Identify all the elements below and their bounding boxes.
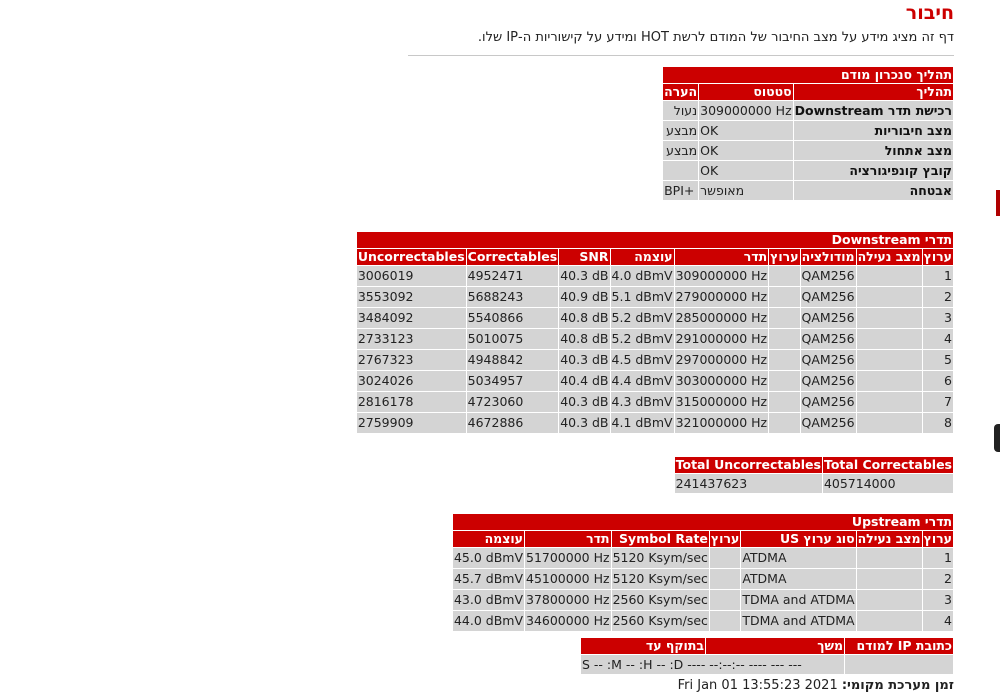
- downstream-cell: QAM256: [801, 413, 856, 433]
- upstream-header-row: [453, 531, 953, 547]
- downstream-cell: 40.8 dB: [559, 329, 609, 349]
- downstream-cell: QAM256: [801, 371, 856, 391]
- upstream-header: Symbol Rate: [612, 531, 709, 547]
- sync-status: OK: [699, 161, 793, 180]
- sync-label: אבטחה: [794, 181, 953, 200]
- upstream-header: סוג ערוץ US: [741, 531, 855, 547]
- table-row: [357, 350, 953, 370]
- upstream-cell: [710, 590, 740, 610]
- downstream-cell: 5.2 dBmV: [611, 308, 674, 328]
- downstream-header: מצב נעילה: [857, 249, 921, 264]
- downstream-cell: 4.5 dBmV: [611, 350, 674, 370]
- downstream-cell: 321000000 Hz: [675, 413, 769, 433]
- table-row: [357, 287, 953, 307]
- total-uncorrectables-value: 241437623: [675, 474, 822, 493]
- upstream-cell: [710, 611, 740, 631]
- divider: [408, 55, 954, 56]
- downstream-header: Uncorrectables: [357, 249, 465, 264]
- downstream-cell: [769, 329, 799, 349]
- downstream-cell: 40.3 dB: [559, 266, 609, 286]
- sync-status: OK: [699, 121, 793, 140]
- upstream-cell: 45.7 dBmV: [453, 569, 524, 589]
- downstream-cell: [769, 266, 799, 286]
- upstream-cell: 45.0 dBmV: [453, 548, 524, 568]
- downstream-header: ערוץ: [923, 249, 952, 264]
- ip-address-value: [845, 655, 953, 674]
- upstream-header: ערוץ: [710, 531, 740, 546]
- upstream-header: עוצמה: [453, 531, 524, 547]
- downstream-cell: [769, 392, 799, 412]
- table-row: [357, 371, 953, 391]
- sync-note: [663, 161, 698, 180]
- sync-header-process: תהליך: [794, 84, 953, 100]
- upstream-cell: 43.0 dBmV: [453, 590, 524, 610]
- downstream-header: SNR: [559, 249, 609, 265]
- downstream-cell: QAM256: [801, 266, 856, 286]
- downstream-cell: QAM256: [801, 308, 856, 328]
- sync-label: רכישת תדר Downstream: [794, 103, 952, 118]
- sync-note: BPI+: [663, 181, 698, 200]
- total-uncorrectables-header: Total Uncorrectables: [675, 457, 821, 472]
- downstream-cell: 297000000 Hz: [675, 350, 769, 370]
- downstream-cell: 309000000 Hz: [675, 266, 769, 286]
- sync-status: OK: [699, 141, 793, 160]
- downstream-cell: [769, 350, 799, 370]
- downstream-cell: 2816178: [357, 392, 466, 412]
- downstream-cell: 6: [923, 371, 953, 391]
- downstream-table: [356, 231, 954, 434]
- downstream-header: תדר: [675, 249, 769, 265]
- upstream-cell: [710, 548, 740, 568]
- downstream-cell: 40.3 dB: [559, 350, 609, 370]
- upstream-cell: [857, 548, 922, 568]
- total-correctables-value: 405714000: [823, 474, 953, 493]
- upstream-cell: 5120 Ksym/sec: [612, 548, 709, 568]
- sync-row: [663, 121, 953, 140]
- downstream-cell: [857, 308, 922, 328]
- downstream-cell: 4672886: [467, 413, 559, 433]
- upstream-cell: 51700000 Hz: [525, 548, 611, 568]
- downstream-cell: [857, 413, 922, 433]
- downstream-cell: 2733123: [357, 329, 466, 349]
- downstream-cell: QAM256: [801, 287, 856, 307]
- downstream-cell: 3006019: [357, 266, 466, 286]
- sync-label: קובץ קונפיגורציה: [794, 161, 953, 180]
- downstream-cell: 5540866: [467, 308, 559, 328]
- total-correctables-header: Total Correctables: [823, 457, 952, 472]
- table-row: [453, 548, 953, 568]
- downstream-header: מודולציה: [801, 249, 855, 264]
- upstream-cell: 4: [923, 611, 953, 631]
- sync-label: מצב אתחול: [794, 141, 953, 160]
- table-row: [453, 611, 953, 631]
- downstream-cell: 3553092: [357, 287, 466, 307]
- ip-duration-expires-value: [581, 655, 844, 674]
- downstream-cell: 5.2 dBmV: [611, 329, 674, 349]
- table-row: [357, 329, 953, 349]
- upstream-header: ערוץ: [923, 531, 952, 546]
- upstream-cell: 1: [923, 548, 953, 568]
- downstream-cell: 40.3 dB: [559, 413, 609, 433]
- upstream-header: תדר: [525, 531, 611, 547]
- downstream-cell: 303000000 Hz: [675, 371, 769, 391]
- page-description: דף זה מציג מידע על מצב החיבור של המודם לרשת HOT ומידע על קישוריות ה-IP שלו.: [477, 30, 954, 45]
- downstream-cell: [857, 371, 922, 391]
- upstream-cell: 3: [923, 590, 953, 610]
- upstream-cell: [857, 590, 922, 610]
- downstream-cell: 4.1 dBmV: [611, 413, 674, 433]
- downstream-cell: QAM256: [801, 392, 856, 412]
- sync-row: [663, 141, 953, 160]
- table-row: [453, 569, 953, 589]
- upstream-cell: TDMA and ATDMA: [741, 590, 855, 610]
- downstream-cell: 4723060: [467, 392, 559, 412]
- downstream-cell: [769, 371, 799, 391]
- sync-status: 309000000 Hz: [700, 103, 792, 118]
- downstream-cell: 291000000 Hz: [675, 329, 769, 349]
- edge-tab-marker: [996, 190, 1000, 216]
- sync-header-status: סטטוס: [699, 84, 793, 100]
- downstream-cell: 40.3 dB: [559, 392, 609, 412]
- sync-note: נעול: [663, 101, 698, 120]
- downstream-cell: 2767323: [357, 350, 466, 370]
- upstream-cell: [857, 569, 922, 589]
- upstream-cell: 44.0 dBmV: [453, 611, 524, 631]
- sync-table-title: תהליך סנכרון מודם: [663, 67, 953, 83]
- system-time: [678, 678, 954, 693]
- system-time-label: זמן מערכת מקומי:: [841, 678, 954, 693]
- downstream-cell: [857, 392, 922, 412]
- upstream-cell: 2560 Ksym/sec: [612, 611, 709, 631]
- upstream-cell: ATDMA: [741, 548, 855, 568]
- upstream-header: מצב נעילה: [857, 531, 921, 546]
- downstream-cell: [769, 287, 799, 307]
- downstream-cell: 40.4 dB: [559, 371, 609, 391]
- table-row: [357, 413, 953, 433]
- table-row: [357, 266, 953, 286]
- downstream-cell: [857, 350, 922, 370]
- upstream-cell: ATDMA: [741, 569, 855, 589]
- modem-sync-table: [662, 66, 954, 201]
- downstream-cell: 2759909: [357, 413, 466, 433]
- sync-note: מבצע: [663, 121, 698, 140]
- upstream-cell: [710, 569, 740, 589]
- downstream-cell: 40.8 dB: [559, 308, 609, 328]
- downstream-cell: [769, 413, 799, 433]
- edge-handle: [994, 424, 1000, 452]
- upstream-cell: 2: [923, 569, 953, 589]
- table-row: [357, 392, 953, 412]
- table-row: [357, 308, 953, 328]
- downstream-cell: 279000000 Hz: [675, 287, 769, 307]
- downstream-cell: 5: [923, 350, 953, 370]
- downstream-cell: 7: [923, 392, 953, 412]
- downstream-cell: 4.3 dBmV: [611, 392, 674, 412]
- downstream-cell: 40.9 dB: [559, 287, 609, 307]
- downstream-cell: 1: [923, 266, 953, 286]
- downstream-cell: 4.0 dBmV: [611, 266, 674, 286]
- downstream-cell: 4.4 dBmV: [611, 371, 674, 391]
- downstream-cell: 2: [923, 287, 953, 307]
- downstream-cell: 3: [923, 308, 953, 328]
- downstream-cell: 315000000 Hz: [675, 392, 769, 412]
- totals-table: [674, 456, 954, 494]
- upstream-cell: TDMA and ATDMA: [741, 611, 855, 631]
- sync-row: [663, 181, 953, 200]
- downstream-table-title: תדרי Downstream: [357, 232, 953, 248]
- sync-row: [663, 161, 953, 180]
- downstream-cell: 4952471: [467, 266, 559, 286]
- ip-header-expires: בתוקף עד: [581, 638, 705, 654]
- sync-status: מאופשר: [699, 181, 793, 200]
- downstream-cell: 4948842: [467, 350, 559, 370]
- ip-duration-value: S -- :M -- :H -- :D: [582, 657, 684, 672]
- sync-row: [663, 101, 953, 120]
- page-title: חיבור: [905, 2, 954, 24]
- downstream-cell: 5034957: [467, 371, 559, 391]
- downstream-cell: 5688243: [467, 287, 559, 307]
- upstream-cell: 5120 Ksym/sec: [612, 569, 709, 589]
- ip-header-address: כתובת IP למודם: [845, 638, 953, 654]
- downstream-cell: 5.1 dBmV: [611, 287, 674, 307]
- system-time-value: Fri Jan 01 13:55:23 2021: [677, 678, 838, 693]
- upstream-table-title: תדרי Upstream: [453, 514, 953, 530]
- downstream-cell: 8: [923, 413, 953, 433]
- sync-header-note: הערה: [664, 84, 698, 99]
- downstream-cell: [857, 287, 922, 307]
- downstream-cell: 4: [923, 329, 953, 349]
- downstream-cell: 3484092: [357, 308, 466, 328]
- ip-expires-value: ---- --:--:-- ---- --- ---: [687, 657, 802, 672]
- upstream-table: [452, 513, 954, 632]
- upstream-cell: 34600000 Hz: [525, 611, 611, 631]
- downstream-header: Correctables: [467, 249, 558, 264]
- downstream-header-row: [357, 249, 953, 265]
- downstream-header: עוצמה: [611, 249, 674, 265]
- upstream-cell: 37800000 Hz: [525, 590, 611, 610]
- upstream-cell: 2560 Ksym/sec: [612, 590, 709, 610]
- table-row: [453, 590, 953, 610]
- downstream-cell: 285000000 Hz: [675, 308, 769, 328]
- upstream-cell: [857, 611, 922, 631]
- downstream-cell: QAM256: [801, 329, 856, 349]
- downstream-cell: [857, 329, 922, 349]
- sync-note: מבצע: [663, 141, 698, 160]
- downstream-cell: QAM256: [801, 350, 856, 370]
- sync-label: מצב חיבוריות: [794, 121, 953, 140]
- downstream-cell: [769, 308, 799, 328]
- upstream-cell: 45100000 Hz: [525, 569, 611, 589]
- downstream-header: ערוץ: [770, 249, 799, 264]
- downstream-cell: 5010075: [467, 329, 559, 349]
- downstream-cell: [857, 266, 922, 286]
- downstream-cell: 3024026: [357, 371, 466, 391]
- ip-header-duration: משך: [706, 638, 844, 654]
- ip-table: [580, 637, 954, 675]
